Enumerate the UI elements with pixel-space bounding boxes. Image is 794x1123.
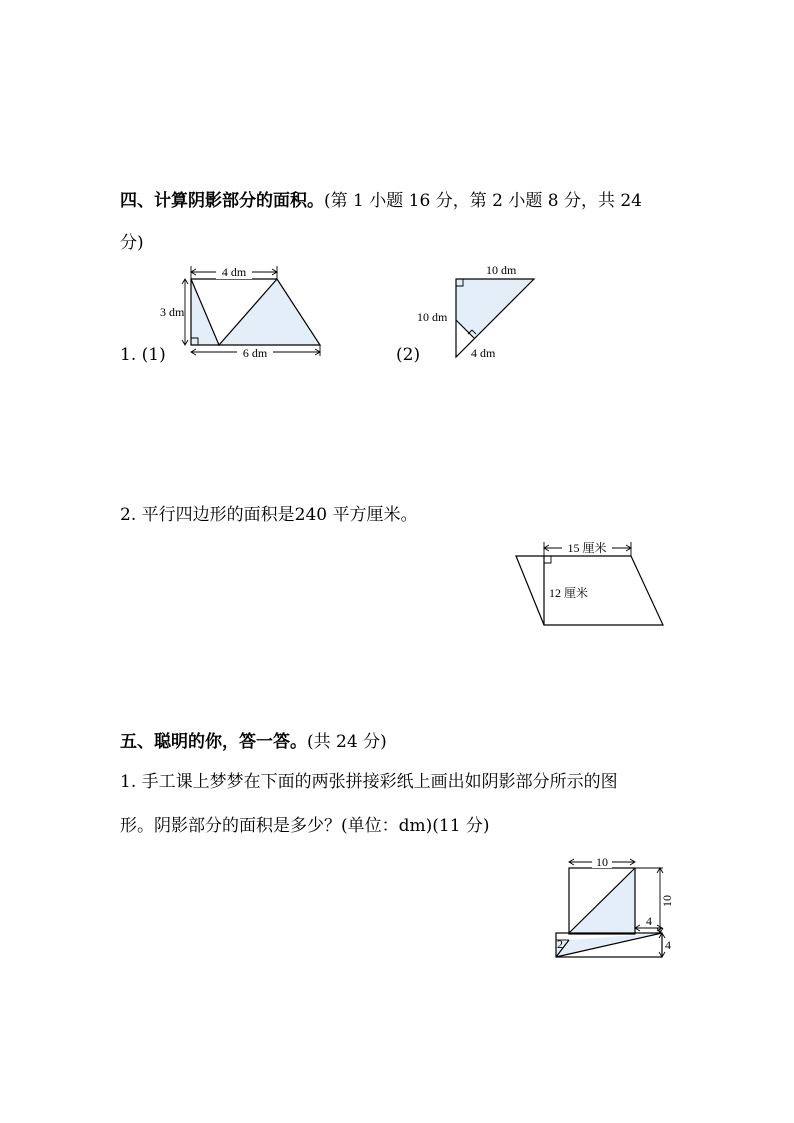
section5-q1-line1: 1. 手工课上梦梦在下面的两张拼接彩纸上画出如阴影部分所示的图 — [120, 772, 618, 792]
dim-label-left: 10 dm — [417, 310, 448, 324]
dim-label-bottom: 4 dm — [471, 346, 496, 360]
dim-label-top: 10 — [596, 855, 608, 869]
dim-label-inner: 4 — [646, 914, 652, 928]
q1-part2-label: (2) — [396, 345, 421, 365]
dim-label-left: 3 dm — [160, 305, 185, 319]
section4-score-note: (第 1 小题 16 分，第 2 小题 8 分，共 24 — [324, 191, 642, 211]
dim-label-height: 12 厘米 — [549, 586, 589, 600]
dim-label-top: 4 dm — [221, 265, 247, 279]
dim-label-bottom: 6 dm — [242, 346, 268, 360]
dim-label-left: 2 — [557, 937, 563, 951]
q1-part1-label: 1. (1) — [120, 345, 166, 365]
dim-label-right-top: 10 — [660, 895, 674, 907]
section5-q1-line2: 形。阴影部分的面积是多少？(单位：dm)(11 分) — [120, 816, 490, 836]
section5-score-note: (共 24 分) — [307, 732, 387, 752]
q2-text: 2. 平行四边形的面积是240 平方厘米。 — [120, 505, 418, 525]
section4-heading: 四、计算阴影部分的面积。 — [120, 191, 324, 211]
dim-label-top: 15 厘米 — [567, 541, 607, 555]
dim-label-right-bottom: 4 — [665, 938, 671, 952]
section5-heading: 五、聪明的你，答一答。 — [120, 732, 307, 752]
section4-score-note-cont: 分) — [120, 233, 144, 253]
dim-label-top: 10 dm — [486, 263, 517, 277]
